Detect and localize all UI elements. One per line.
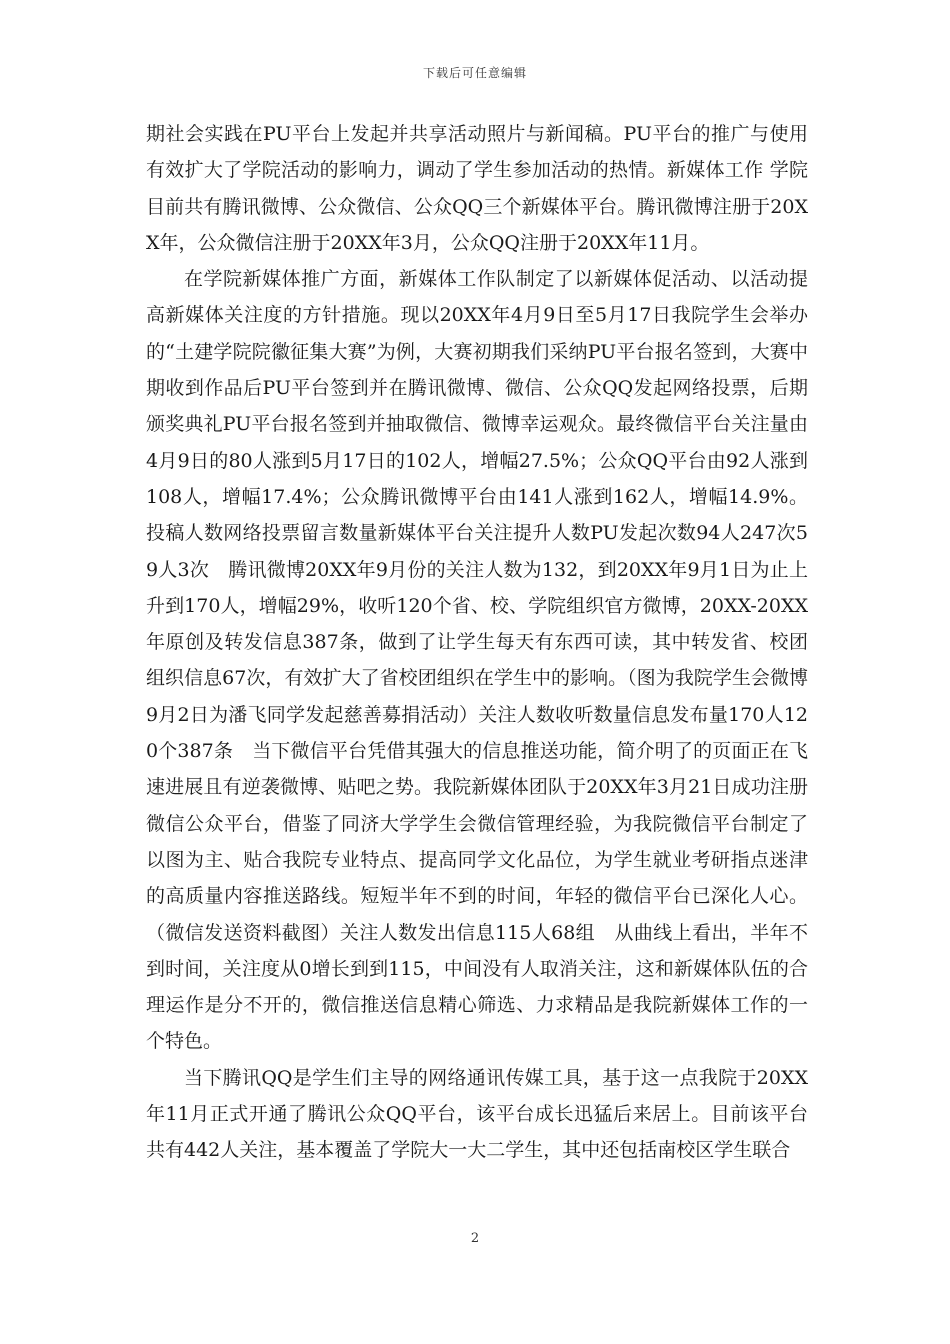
page-number: 2 — [470, 1231, 480, 1246]
paragraph-1: 期社会实践在PU平台上发起并共享活动照片与新闻稿。PU平台的推广与使用有效扩大了学院活动的影响力，调动了学生参加活动的热情。新媒体工作 学院目前共有腾讯微博、公众微信、公众QQ三个新媒体平台。腾讯微博注册于20XX年，公众微信注册于20XX年3月，公众QQ注册于20XX年11月。 — [146, 123, 808, 254]
page-header: 下载后可任意编辑 — [422, 66, 527, 80]
paragraph-2: 在学院新媒体推广方面，新媒体工作队制定了以新媒体促活动、以活动提高新媒体关注度的方针措施。现以20XX年4月9日至5月17日我院学生会举办的“土建学院院徽征集大赛”为例，大赛初期我们采纳PU平台报名签到，大赛中期收到作品后PU平台签到并在腾讯微博、微信、公众QQ发起网络投票，后期颁奖典礼PU平台报名签到并抽取微信、微博幸运观众。最终微信平台关注量由4月9日的80人涨到5月17日的102人，增幅27.5%；公众QQ平台由92人涨到108人，增幅17.4%；公众腾讯微博平台由141人涨到162人，增幅14.9%。投稿人数网络投票留言数量新媒体平台关注提升人数PU发起次数94人247次59人3次 腾讯微博20XX年9月份的关注人数为132，到20XX年9月1日为止上升到170人，增幅29%，收听120个省、校、学院组织官方微博，20XX-20XX年原创及转发信息387条，做到了让学生每天有东西可读，其中转发省、校团组织信息67次，有效扩大了省校团组织在学生中的影响。（图为我院学生会微博9月2日为潘飞同学发起慈善募捐活动）关注人数收听数量信息发布量170人120个387条 当下微信平台凭借其强大的信息推送功能，简介明了的页面正在飞速进展且有逆袭微博、贴吧之势。我院新媒体团队于20XX年3月21日成功注册微信公众平台，借鉴了同济大学学生会微信管理经验，为我院微信平台制定了以图为主、贴合我院专业特点、提高同学文化品位，为学生就业考研指点迷津的高质量内容推送路线。短短半年不到的时间，年轻的微信平台已深化人心。（微信发送资料截图）关注人数发出信息115人68组 从曲线上看出，半年不到时间，关注度从0增长到到115，中间没有人取消关注，这和新媒体队伍的合理运作是分不开的，微信推送信息精心筛选、力求精品是我院新媒体工作的一个特色。 — [146, 268, 808, 1053]
paragraph-3: 当下腾讯QQ是学生们主导的网络通讯传媒工具，基于这一点我院于20XX年11月正式开通了腾讯公众QQ平台，该平台成长迅猛后来居上。目前该平台共有442人关注，基本覆盖了学院大一大二学生，其中还包括南校区学生联合 — [146, 1066, 808, 1162]
document-body — [146, 116, 808, 1169]
